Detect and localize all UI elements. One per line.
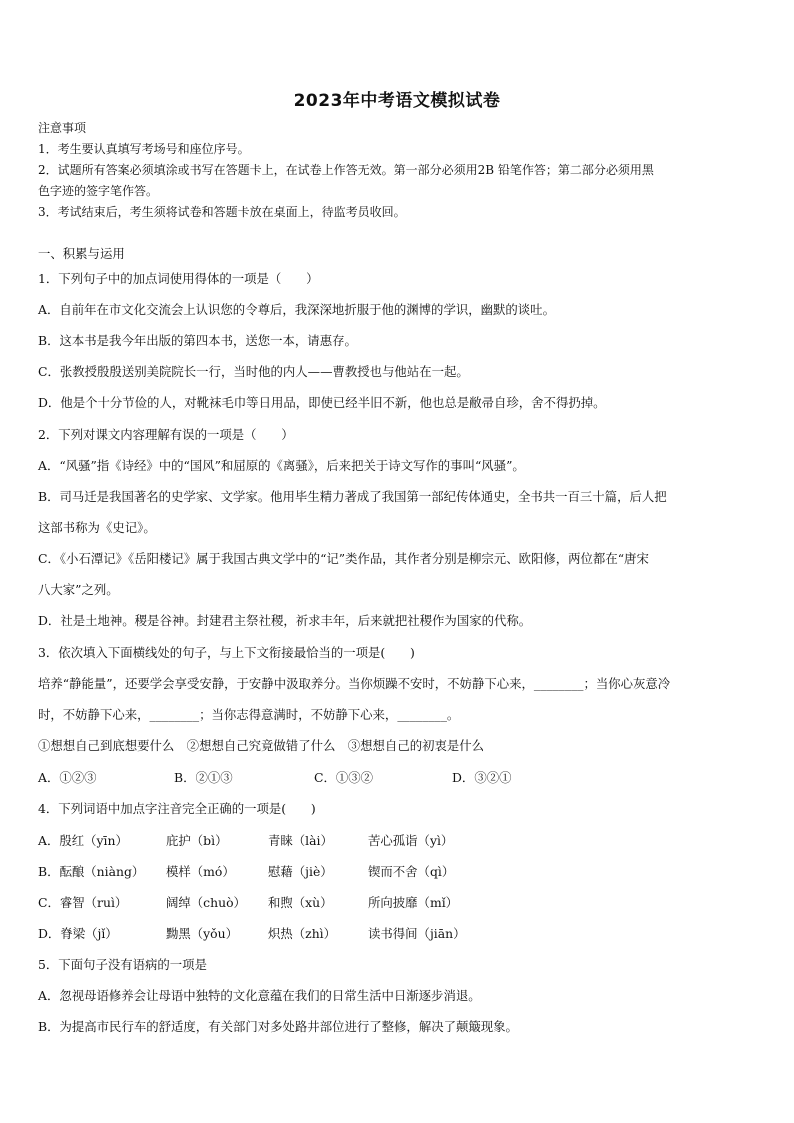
- pinyin-item: B．酝酿（niàng）: [38, 864, 145, 879]
- question-3-text: 培养“静能量”，还要学会享受安静，于安静中汲取养分。当你烦躁不安时，不妨静下心来，________；当你心灰意冷: [38, 676, 671, 691]
- question-5-option-b: B．为提高市民行车的舒适度，有关部门对多处路井部位进行了整修，解决了颠簸现象。: [38, 1019, 518, 1034]
- question-2-option-c: C．《小石潭记》《岳阳楼记》属于我国古典文学中的“记”类作品，其作者分别是柳宗元、欧阳修，两位都在“唐宋: [38, 551, 649, 566]
- question-4-stem: 4．下列词语中加点字注音完全正确的一项是( ): [38, 801, 316, 816]
- question-3-option-c: C．①③②: [314, 770, 374, 785]
- pinyin-item: 黝黑（yǒu）: [166, 926, 239, 941]
- pinyin-item: C．睿智（ruì）: [38, 895, 128, 910]
- question-1-option-d: D．他是个十分节俭的人，对靴袜毛巾等日用品，即使已经半旧不新，他也总是敝帚自珍，舍不得扔掉。: [38, 395, 606, 410]
- notes-item: 2．试题所有答案必须填涂或书写在答题卡上，在试卷上作答无效。第一部分必须用2B 铅笔作答；第二部分必须用黑: [38, 163, 654, 177]
- section-heading: 一、积累与运用: [38, 246, 125, 261]
- question-1-option-b: B．这本书是我今年出版的第四本书，送您一本，请惠存。: [38, 333, 357, 348]
- question-5-stem: 5．下面句子没有语病的一项是: [38, 957, 207, 972]
- pinyin-item: 庇护（bì）: [166, 833, 228, 848]
- question-3-stem: 3．依次填入下面横线处的句子，与上下文衔接最恰当的一项是( ): [38, 645, 415, 660]
- question-4-row-c: [38, 893, 758, 911]
- pinyin-item: 所向披靡（mǐ）: [368, 895, 459, 910]
- question-3-option-b: B．②①③: [174, 770, 233, 785]
- pinyin-item: 炽热（zhì）: [268, 926, 337, 941]
- pinyin-item: 模样（mó）: [166, 864, 235, 879]
- pinyin-item: 慰藉（jiè）: [268, 864, 333, 879]
- question-3-options: [38, 768, 758, 786]
- pinyin-item: 青睐（lài）: [268, 833, 333, 848]
- question-4-row-b: [38, 862, 758, 880]
- question-3-option-d: D．③②①: [452, 770, 512, 785]
- question-2-option-b: B．司马迁是我国著名的史学家、文学家。他用毕生精力著成了我国第一部纪传体通史，全书共一百三十篇，后人把: [38, 489, 667, 504]
- notes-item: 1．考生要认真填写考场号和座位序号。: [38, 142, 250, 156]
- pinyin-item: 读书得间（jiān）: [368, 926, 466, 941]
- pinyin-item: 和煦（xù）: [268, 895, 333, 910]
- pinyin-item: 阔绰（chuò）: [166, 895, 246, 910]
- notes-item: 色字迹的签字笔作答。: [38, 184, 159, 198]
- notes-heading: 注意事项: [38, 121, 87, 135]
- question-1-stem: 1．下列句子中的加点词使用得体的一项是（ ）: [38, 271, 319, 286]
- question-1-option-c: C．张教授殷殷送别美院院长一行，当时他的内人——曹教授也与他站在一起。: [38, 364, 469, 379]
- question-5-option-a: A．忽视母语修养会让母语中独特的文化意蕴在我们的日常生活中日渐逐步消退。: [38, 988, 481, 1003]
- question-1-option-a: A．自前年在市文化交流会上认识您的令尊后，我深深地折服于他的渊博的学识，幽默的谈吐。: [38, 302, 555, 317]
- question-2-option-d: D．社是土地神。稷是谷神。封建君主祭社稷，祈求丰年，后来就把社稷作为国家的代称。: [38, 613, 532, 628]
- page-title: 2023年中考语文模拟试卷: [293, 91, 501, 111]
- question-2-option-c-cont: 八大家”之列。: [38, 582, 119, 597]
- question-4-row-a: [38, 831, 758, 849]
- pinyin-item: 苦心孤诣（yì）: [368, 833, 454, 848]
- pinyin-item: A．殷红（yīn）: [38, 833, 128, 848]
- notes-item: 3．考试结束后，考生须将试卷和答题卡放在桌面上，待监考员收回。: [38, 205, 406, 219]
- question-4-row-d: [38, 924, 758, 942]
- question-3-choices: ①想想自己到底想要什么 ②想想自己究竟做错了什么 ③想想自己的初衷是什么: [38, 738, 485, 753]
- question-3-option-a: A．①②③: [38, 770, 97, 785]
- question-2-option-a: A．“风骚”指《诗经》中的“国风”和屈原的《离骚》，后来把关于诗文写作的事叫“风骚”。: [38, 458, 525, 473]
- question-2-option-b-cont: 这部书称为《史记》。: [38, 520, 156, 535]
- pinyin-item: D．脊梁（jǐ）: [38, 926, 118, 941]
- pinyin-item: 锲而不舍（qì）: [368, 864, 455, 879]
- question-3-text-cont: 时，不妨静下心来，________；当你志得意满时，不妨静下心来，________。: [38, 707, 460, 722]
- question-2-stem: 2．下列对课文内容理解有误的一项是（ ）: [38, 427, 294, 442]
